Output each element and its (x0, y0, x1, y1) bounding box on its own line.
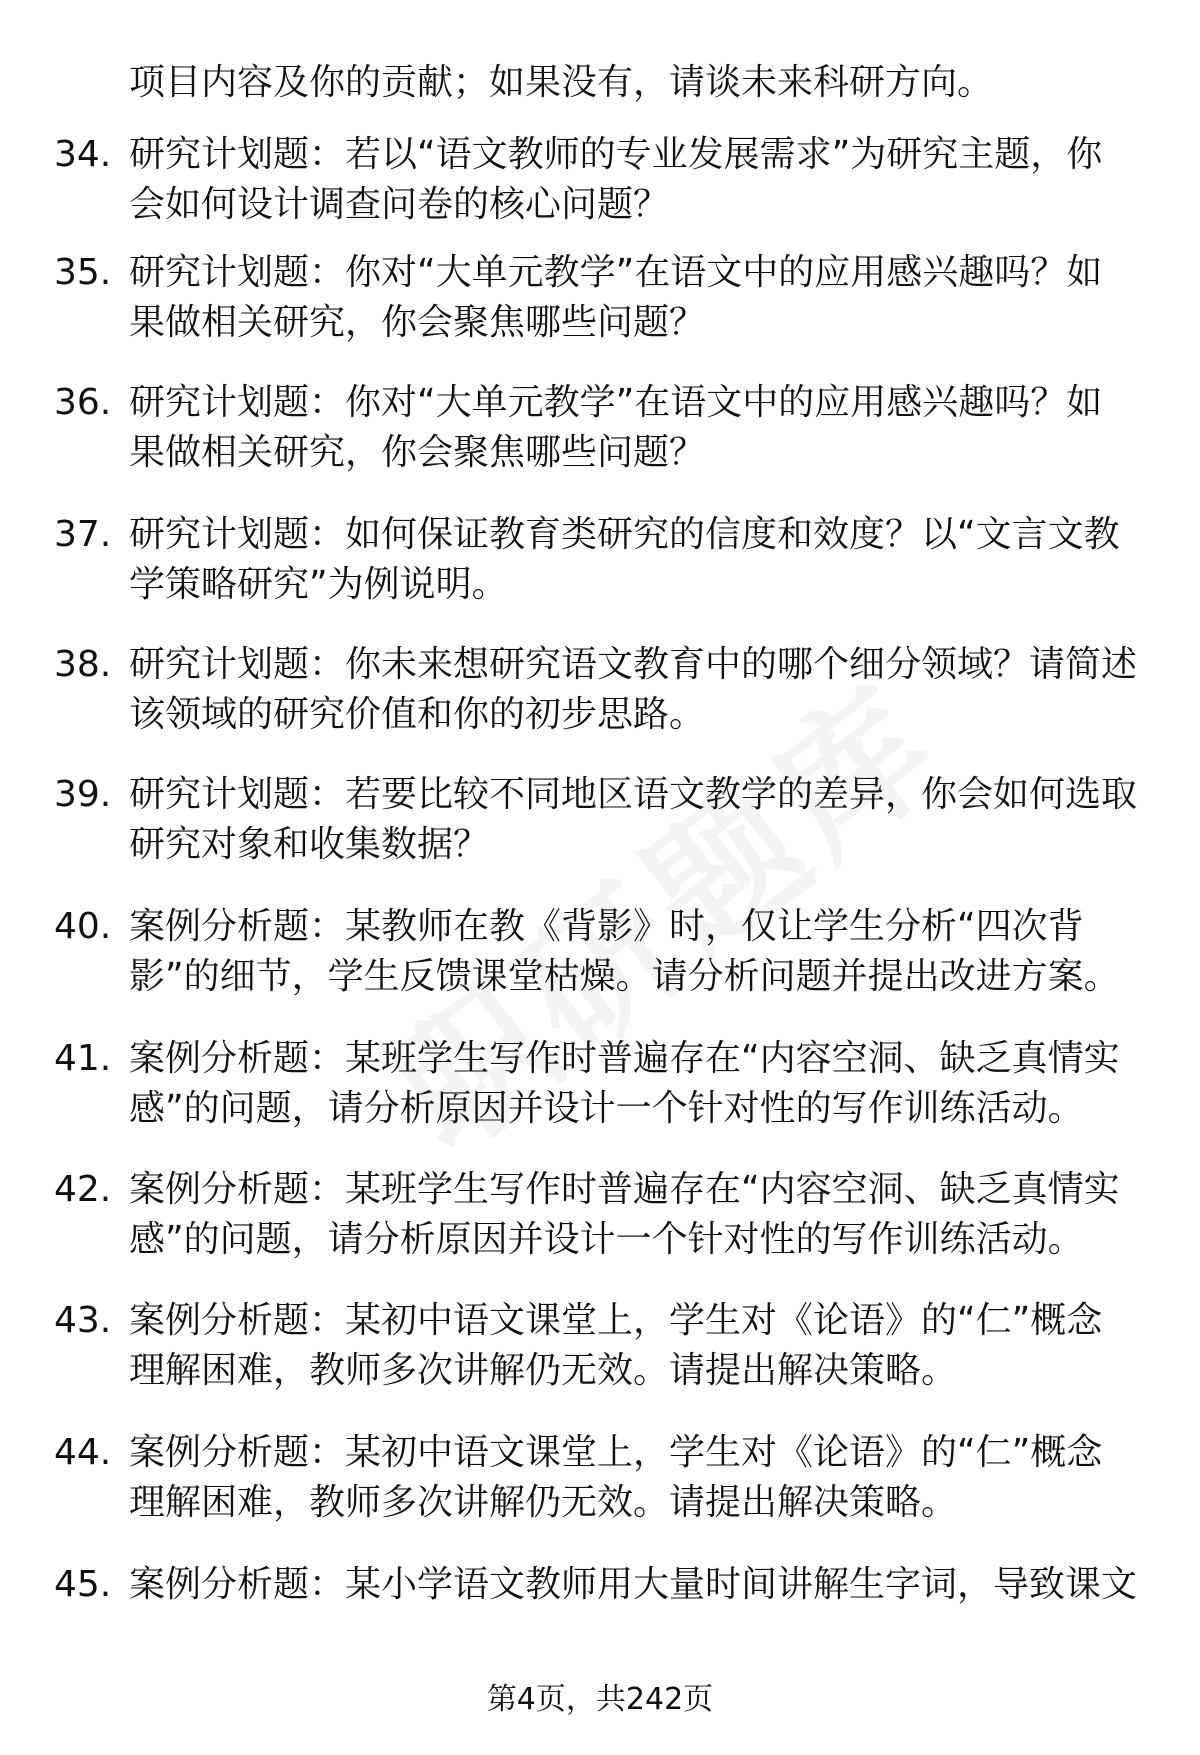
question-line: 研究对象和收集数据？ (129, 824, 490, 865)
question-number: 43. (54, 1300, 112, 1341)
question-line: 案例分析题：某班学生写作时普遍存在“内容空洞、缺乏真情实 (129, 1038, 1120, 1079)
question-text (129, 1165, 1139, 1265)
question-number: 44. (54, 1432, 112, 1473)
question-text (129, 640, 1139, 740)
question-number: 39. (54, 774, 112, 815)
question-line: 案例分析题：某初中语文课堂上，学生对《论语》的“仁”概念 (129, 1300, 1103, 1341)
question-text (129, 1034, 1139, 1134)
question-line: 研究计划题：若以“语文教师的专业发展需求”为研究主题，你 (129, 134, 1103, 175)
question-line: 研究计划题：你对“大单元教学”在语文中的应用感兴趣吗？如 (129, 382, 1103, 423)
question-number: 38. (54, 644, 112, 685)
question-line: 研究计划题：若要比较不同地区语文教学的差异，你会如何选取 (129, 774, 1138, 815)
question-line: 研究计划题：你未来想研究语文教育中的哪个细分领域？请简述 (129, 644, 1138, 685)
question-text (129, 1560, 1139, 1610)
question-number: 41. (54, 1038, 112, 1079)
question-line: 研究计划题：如何保证教育类研究的信度和效度？以“文言文教 (129, 514, 1120, 555)
question-line: 会如何设计调查问卷的核心问题？ (129, 184, 670, 225)
question-line: 该领域的研究价值和你的初步思路。 (129, 694, 706, 735)
question-number: 40. (54, 906, 112, 947)
continuation-line: 项目内容及你的贡献；如果没有，请谈未来科研方向。 (129, 62, 994, 103)
question-number: 36. (54, 382, 112, 423)
question-text (129, 902, 1139, 1002)
question-line: 案例分析题：某初中语文课堂上，学生对《论语》的“仁”概念 (129, 1432, 1103, 1473)
question-number: 34. (54, 134, 112, 175)
question-line: 理解困难，教师多次讲解仍无效。请提出解决策略。 (129, 1482, 958, 1523)
question-text (129, 1428, 1139, 1528)
question-number: 35. (54, 252, 112, 293)
question-line: 案例分析题：某小学语文教师用大量时间讲解生字词，导致课文 (129, 1564, 1138, 1605)
question-line: 果做相关研究，你会聚焦哪些问题？ (129, 432, 706, 473)
question-line: 感”的问题，请分析原因并设计一个针对性的写作训练活动。 (129, 1088, 1084, 1129)
question-number: 37. (54, 514, 112, 555)
question-line: 理解困难，教师多次讲解仍无效。请提出解决策略。 (129, 1350, 958, 1391)
question-text (129, 378, 1139, 478)
question-line: 影”的细节，学生反馈课堂枯燥。请分析问题并提出改进方案。 (129, 956, 1120, 997)
question-line: 果做相关研究，你会聚焦哪些问题？ (129, 302, 706, 343)
question-number: 42. (54, 1169, 112, 1210)
question-text (129, 130, 1139, 230)
question-line: 案例分析题：某教师在教《背影》时，仅让学生分析“四次背 (129, 906, 1084, 947)
question-text (129, 1296, 1139, 1396)
question-line: 案例分析题：某班学生写作时普遍存在“内容空洞、缺乏真情实 (129, 1169, 1120, 1210)
page-footer: 第4页，共242页 (486, 1682, 714, 1717)
question-text (129, 248, 1139, 348)
question-text (129, 510, 1139, 610)
question-line: 学策略研究”为例说明。 (129, 564, 508, 605)
question-number: 45. (54, 1564, 112, 1605)
question-text (129, 770, 1139, 870)
question-line: 研究计划题：你对“大单元教学”在语文中的应用感兴趣吗？如 (129, 252, 1103, 293)
question-line: 感”的问题，请分析原因并设计一个针对性的写作训练活动。 (129, 1219, 1084, 1260)
